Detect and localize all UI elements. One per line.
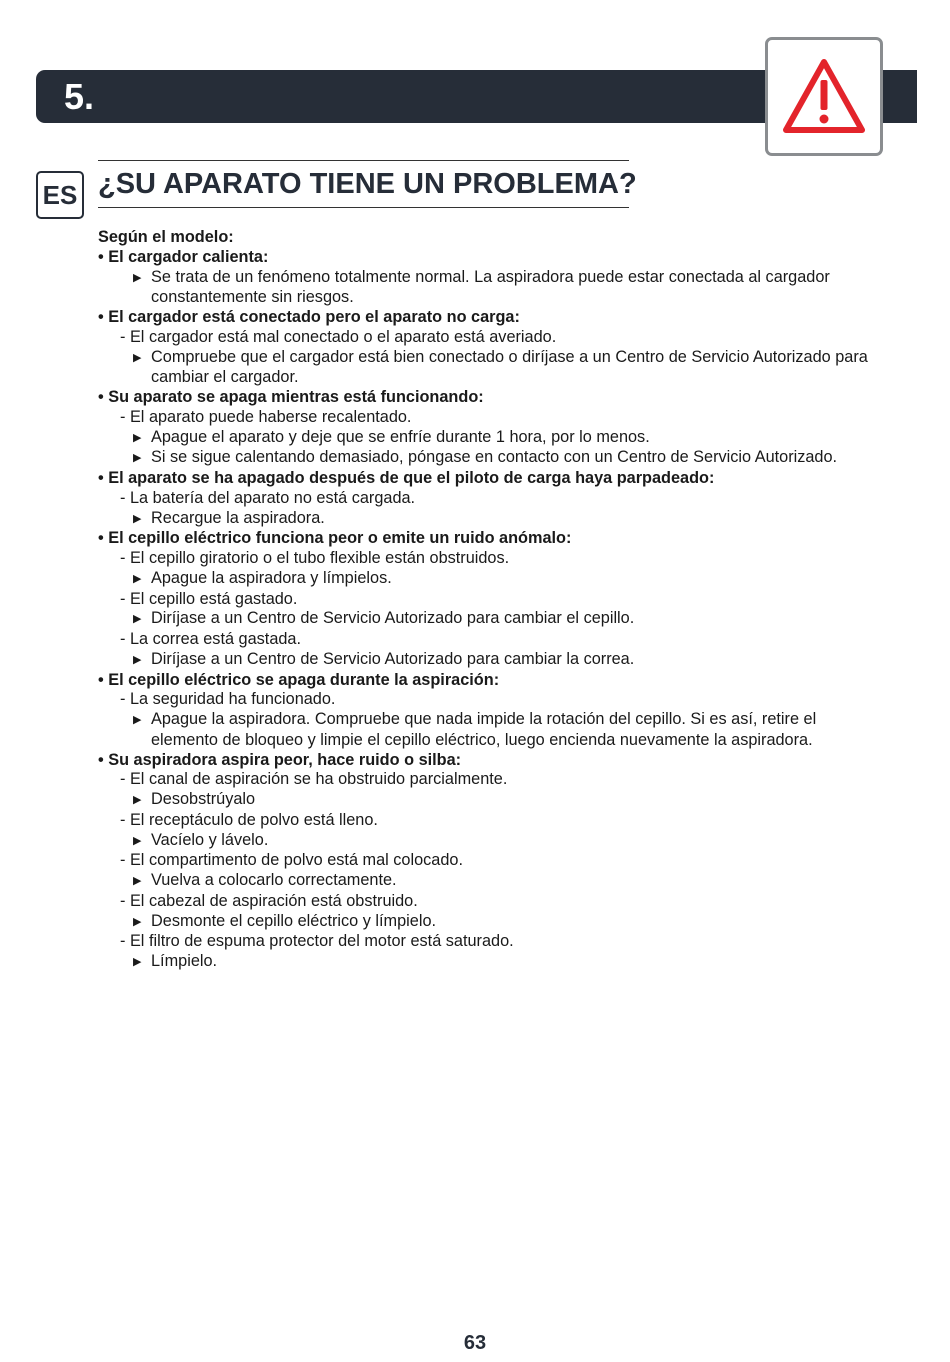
cause-item: - El receptáculo de polvo está lleno. bbox=[120, 810, 378, 829]
triangle-right-icon: ▶ bbox=[133, 512, 142, 525]
solution-item bbox=[98, 348, 928, 369]
triangle-right-icon: ▶ bbox=[133, 351, 142, 364]
problem-heading: • El cargador está conectado pero el aparato no carga: bbox=[98, 308, 520, 326]
triangle-right-icon: ▶ bbox=[133, 794, 142, 806]
warning-box bbox=[765, 37, 883, 156]
solution-text: Se trata de un fenómeno totalmente normal. La aspiradora puede estar conectada al cargador bbox=[151, 267, 830, 286]
problem-heading: • El aparato se ha apagado después de que el piloto de carga haya parpadeado: bbox=[98, 469, 715, 487]
solution-item bbox=[98, 448, 928, 469]
intro-text: Según el modelo: bbox=[98, 228, 234, 246]
solution-item bbox=[98, 871, 928, 892]
solution-text: Vuelva a colocarlo correctamente. bbox=[151, 871, 397, 889]
cause-item: - La correa está gastada. bbox=[120, 630, 302, 648]
solution-item bbox=[98, 831, 928, 852]
triangle-right-icon: ▶ bbox=[133, 572, 142, 585]
triangle-right-icon: ▶ bbox=[133, 452, 142, 465]
triangle-right-icon: ▶ bbox=[133, 431, 142, 444]
troubleshooting-list bbox=[98, 228, 928, 973]
triangle-right-icon: ▶ bbox=[133, 915, 142, 928]
solution-continuation: constantemente sin riesgos. bbox=[151, 288, 354, 307]
triangle-right-icon: ▶ bbox=[133, 653, 142, 666]
section-number: 5. bbox=[64, 76, 95, 117]
solution-text: Desmonte el cepillo eléctrico y límpielo. bbox=[151, 911, 437, 930]
solution-text: Desobstrúyalo bbox=[151, 790, 256, 808]
solution-item bbox=[98, 790, 928, 811]
solution-text: Límpielo. bbox=[151, 952, 218, 970]
solution-text: Vacíelo y lávelo. bbox=[151, 830, 269, 849]
cause-item: - La batería del aparato no está cargada. bbox=[120, 488, 416, 507]
solution-text: Compruebe que el cargador está bien conectado o diríjase a un Centro de Servicio Autorizado para bbox=[151, 347, 868, 366]
solution-text: Apague la aspiradora. Compruebe que nada impide la rotación del cepillo. Si es así, retire el bbox=[151, 710, 817, 728]
page-title: ¿SU APARATO TIENE UN PROBLEMA? bbox=[98, 168, 637, 200]
triangle-right-icon: ▶ bbox=[133, 956, 142, 968]
triangle-right-icon: ▶ bbox=[133, 271, 142, 284]
solution-item bbox=[98, 509, 928, 530]
solution-text: Apague la aspiradora y límpielos. bbox=[151, 568, 392, 587]
solution-item bbox=[98, 912, 928, 933]
title-rule-bottom bbox=[98, 207, 629, 208]
cause-item: - El compartimento de polvo está mal colocado. bbox=[120, 851, 463, 870]
solution-item bbox=[98, 428, 928, 449]
solution-continuation: cambiar el cargador. bbox=[151, 368, 299, 387]
solution-text: Recargue la aspiradora. bbox=[151, 508, 325, 527]
solution-item bbox=[98, 268, 928, 289]
solution-text: Diríjase a un Centro de Servicio Autorizado para cambiar la correa. bbox=[151, 649, 635, 668]
title-rule-top bbox=[98, 160, 629, 161]
cause-item: - El cabezal de aspiración está obstruido. bbox=[120, 891, 418, 910]
triangle-right-icon: ▶ bbox=[133, 613, 142, 626]
triangle-right-icon: ▶ bbox=[133, 834, 142, 847]
solution-text: Si se sigue calentando demasiado, póngase en contacto con un Centro de Servicio Autorizado. bbox=[151, 448, 838, 467]
problem-heading: • El cargador calienta: bbox=[98, 247, 269, 266]
cause-item: - El cepillo giratorio o el tubo flexible están obstruidos. bbox=[120, 549, 510, 567]
page-number: 63 bbox=[463, 1332, 487, 1354]
problem-heading: • El cepillo eléctrico se apaga durante la aspiración: bbox=[98, 670, 500, 689]
troubleshooting-lines bbox=[98, 248, 928, 973]
solution-item bbox=[98, 710, 928, 731]
solution-item bbox=[98, 650, 928, 671]
problem-heading: • Su aspiradora aspira peor, hace ruido o silba: bbox=[98, 750, 462, 769]
solution-item bbox=[98, 569, 928, 590]
solution-item bbox=[98, 952, 928, 973]
solution-text: Apague el aparato y deje que se enfríe durante 1 hora, por lo menos. bbox=[151, 427, 650, 446]
triangle-right-icon: ▶ bbox=[133, 714, 142, 726]
cause-item: - El filtro de espuma protector del motor está saturado. bbox=[120, 932, 514, 951]
solution-item bbox=[98, 609, 928, 630]
cause-item: - El cargador está mal conectado o el aparato está averiado. bbox=[120, 327, 557, 346]
cause-item: - El aparato puede haberse recalentado. bbox=[120, 407, 412, 426]
problem-heading: • Su aparato se apaga mientras está funcionando: bbox=[98, 388, 484, 406]
cause-item: - El cepillo está gastado. bbox=[120, 589, 298, 608]
solution-continuation: elemento de bloqueo y limpie el cepillo eléctrico, luego encienda nuevamente la aspiradora. bbox=[151, 730, 813, 749]
language-code: ES bbox=[36, 171, 84, 219]
problem-heading: • El cepillo eléctrico funciona peor o emite un ruido anómalo: bbox=[98, 529, 572, 548]
cause-item: - El canal de aspiración se ha obstruido parcialmente. bbox=[120, 770, 508, 789]
solution-text: Diríjase a un Centro de Servicio Autorizado para cambiar el cepillo. bbox=[151, 609, 635, 628]
cause-item: - La seguridad ha funcionado. bbox=[120, 690, 336, 709]
triangle-right-icon: ▶ bbox=[133, 875, 142, 887]
warning-triangle-icon bbox=[778, 50, 870, 142]
